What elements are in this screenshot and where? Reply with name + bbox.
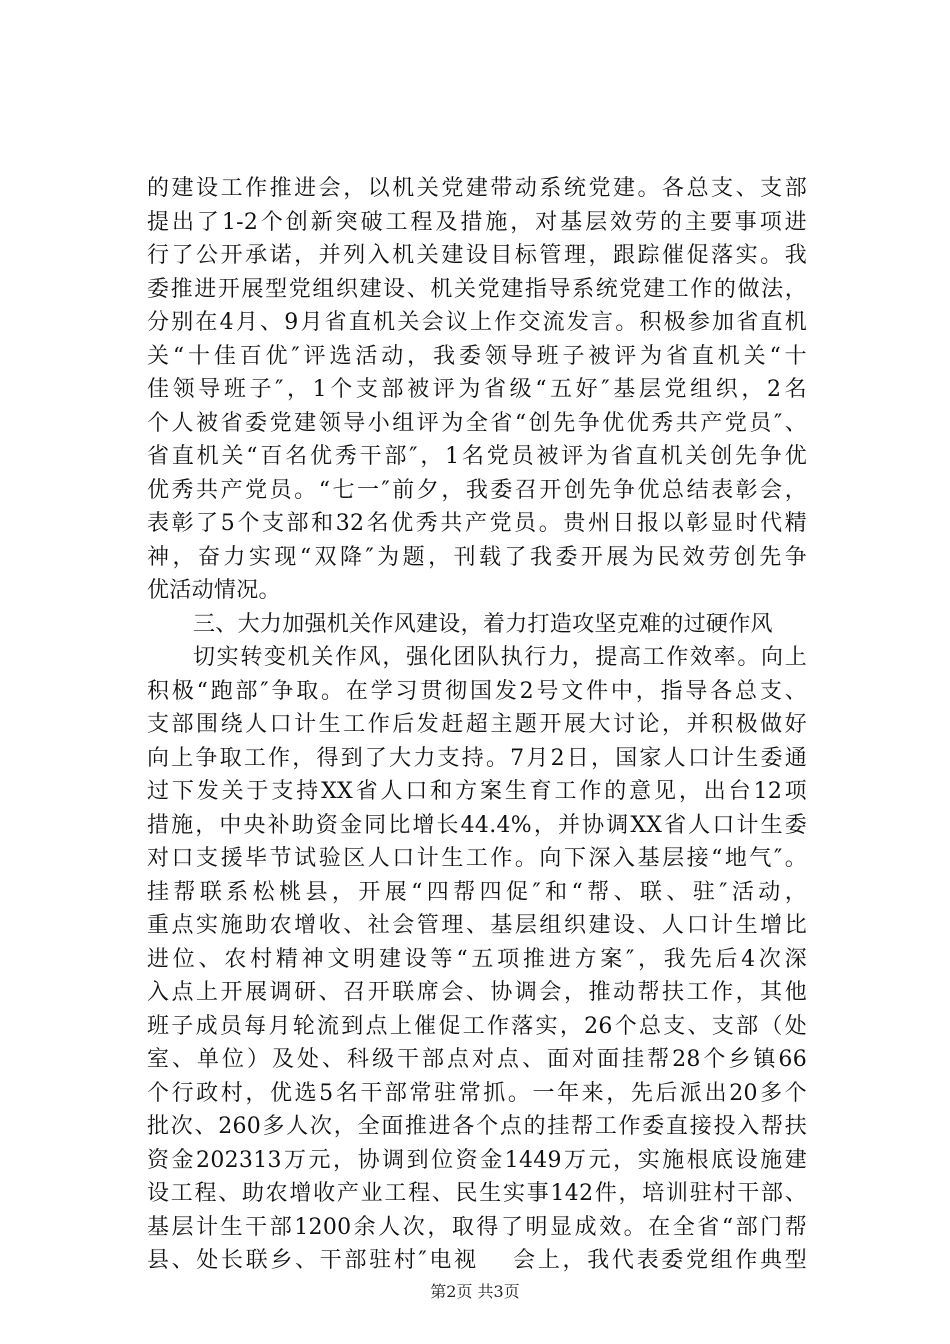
text-line: 县、处长联乡、干部驻村″电视 会上，我代表委党组作典型 [147,1248,807,1273]
text-line: 切实转变机关作风，强化团队执行力，提高工作效率。向上 [193,645,807,670]
text-line: 设工程、助农增收产业工程、民生实事142件，培训驻村干部、 [147,1181,807,1206]
text-line: 支部围绕人口计生工作后发赶超主题开展大讨论，并积极做好 [147,712,807,737]
text-line: 基层计生干部1200余人次，取得了明显成效。在全省“部门帮 [147,1214,807,1240]
text-line: 班子成员每月轮流到点上催促工作落实，26个总支、支部（处 [147,1013,807,1039]
text-line: 个人被省委党建领导小组评为全省“创先争优优秀共产党员″、 [147,410,807,436]
text-line: 批次、260多人次，全面推进各个点的挂帮工作委直接投入帮扶 [147,1114,807,1139]
body-text [147,172,807,1278]
text-line: 提出了1-2个创新突破工程及措施，对基层效劳的主要事项进 [147,209,807,235]
text-line: 向上争取工作，得到了大力支持。7月2日，国家人口计生委通 [147,745,807,771]
text-line: 的建设工作推进会，以机关党建带动系统党建。各总支、支部 [147,176,807,201]
text-line: 委推进开展型党组织建设、机关党建指导系统党建工作的做法， [147,276,807,302]
text-line: 优活动情况。 [147,578,281,603]
text-line: 挂帮联系松桃县，开展“四帮四促″和“帮、联、驻″活动， [147,879,807,905]
text-line: 重点实施助农增收、社会管理、基层组织建设、人口计生增比 [147,913,807,938]
page-footer [0,1279,950,1302]
text-line: 神，奋力实现“双降″为题，刊载了我委开展为民效劳创先争 [147,544,807,570]
text-line: 过下发关于支持XX省人口和方案生育工作的意见，出台12项 [147,779,807,804]
page-number: 第2页 共3页 [430,1282,520,1301]
text-line: 省直机关“百名优秀干部″，1名党员被评为省直机关创先争优 [147,444,807,469]
text-line: 进位、农村精神文明建设等“五项推进方案″，我先后4次深 [147,946,807,972]
section-heading: 三、大力加强机关作风建设，着力打造攻坚克难的过硬作风 [193,611,773,637]
text-line: 个行政村，优选5名干部常驻常抓。一年来，先后派出20多个 [147,1080,807,1106]
text-line: 对口支援毕节试验区人口计生工作。向下深入基层接“地气″。 [147,846,807,871]
text-line: 优秀共产党员。“七一″前夕，我委召开创先争优总结表彰会， [147,477,807,503]
text-line: 措施，中央补助资金同比增长44.4%，并协调XX省人口计生委 [147,812,807,838]
text-line: 分别在4月、9月省直机关会议上作交流发言。积极参加省直机 [147,310,807,335]
text-line: 资金202313万元，协调到位资金1449万元，实施根底设施建 [147,1147,807,1173]
text-line: 行了公开承诺，并列入机关建设目标管理，跟踪催促落实。我 [147,243,807,268]
text-line: 佳领导班子″，1个支部被评为省级“五好″基层党组织，2名 [147,377,807,402]
text-line: 表彰了5个支部和32名优秀共产党员。贵州日报以彰显时代精 [147,511,807,536]
text-line: 室、单位）及处、科级干部点对点、面对面挂帮28个乡镇66 [147,1047,807,1072]
text-line: 关“十佳百优″评选活动，我委领导班子被评为省直机关“十 [147,343,807,369]
text-line: 积极“跑部″争取。在学习贯彻国发2号文件中，指导各总支、 [147,678,807,704]
text-line: 入点上开展调研、召开联席会、协调会，推动帮扶工作，其他 [147,980,807,1005]
